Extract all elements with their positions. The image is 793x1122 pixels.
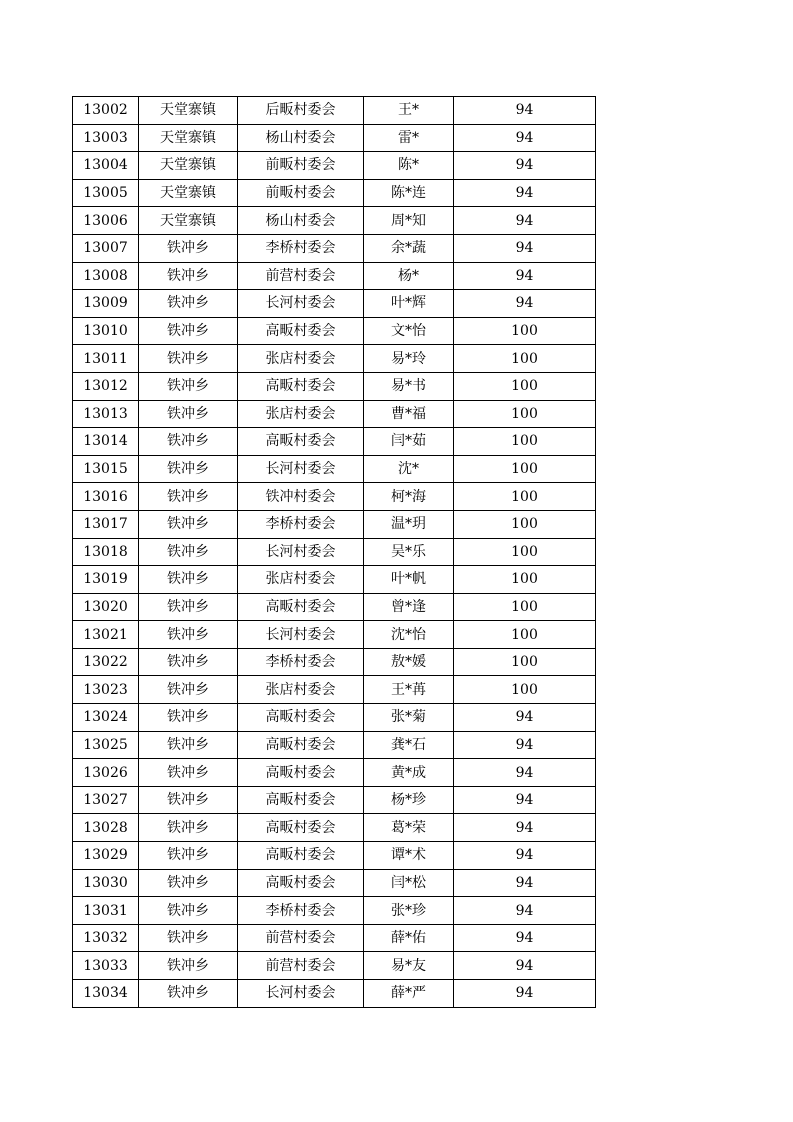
record-id-cell: 13006: [73, 207, 139, 235]
town-cell: 铁冲乡: [139, 372, 238, 400]
record-id-cell: 13031: [73, 897, 139, 925]
person-name-cell: 吴*乐: [364, 538, 454, 566]
table-row: [73, 704, 596, 732]
town-cell: 天堂寨镇: [139, 97, 238, 125]
village-committee-cell: 长河村委会: [238, 621, 364, 649]
table-row: [73, 897, 596, 925]
record-id-cell: 13010: [73, 317, 139, 345]
score-cell: 94: [454, 869, 596, 897]
table-row: [73, 483, 596, 511]
table-row: [73, 510, 596, 538]
village-committee-cell: 张店村委会: [238, 566, 364, 594]
person-name-cell: 黄*成: [364, 759, 454, 787]
score-cell: 94: [454, 897, 596, 925]
village-committee-cell: 前畈村委会: [238, 179, 364, 207]
village-committee-cell: 长河村委会: [238, 290, 364, 318]
table-row: [73, 980, 596, 1008]
person-name-cell: 沈*怡: [364, 621, 454, 649]
village-committee-cell: 张店村委会: [238, 345, 364, 373]
table-row: [73, 290, 596, 318]
town-cell: 铁冲乡: [139, 731, 238, 759]
village-committee-cell: 高畈村委会: [238, 814, 364, 842]
town-cell: 铁冲乡: [139, 593, 238, 621]
score-cell: 94: [454, 980, 596, 1008]
score-cell: 94: [454, 814, 596, 842]
record-id-cell: 13012: [73, 372, 139, 400]
record-id-cell: 13032: [73, 924, 139, 952]
table-row: [73, 566, 596, 594]
table-row: [73, 372, 596, 400]
town-cell: 铁冲乡: [139, 980, 238, 1008]
village-committee-cell: 高畈村委会: [238, 731, 364, 759]
town-cell: 铁冲乡: [139, 759, 238, 787]
person-name-cell: 陈*连: [364, 179, 454, 207]
record-id-cell: 13003: [73, 124, 139, 152]
score-cell: 100: [454, 538, 596, 566]
table-row: [73, 262, 596, 290]
table-row: [73, 786, 596, 814]
table-row: [73, 400, 596, 428]
town-cell: 铁冲乡: [139, 869, 238, 897]
village-committee-cell: 高畈村委会: [238, 372, 364, 400]
person-name-cell: 闫*松: [364, 869, 454, 897]
table-row: [73, 621, 596, 649]
person-name-cell: 易*玲: [364, 345, 454, 373]
score-cell: 100: [454, 621, 596, 649]
score-cell: 100: [454, 676, 596, 704]
table-row: [73, 428, 596, 456]
table-row: [73, 124, 596, 152]
record-id-cell: 13028: [73, 814, 139, 842]
person-name-cell: 易*书: [364, 372, 454, 400]
table-row: [73, 455, 596, 483]
score-cell: 100: [454, 428, 596, 456]
person-name-cell: 葛*荣: [364, 814, 454, 842]
record-id-cell: 13017: [73, 510, 139, 538]
record-id-cell: 13011: [73, 345, 139, 373]
record-id-cell: 13029: [73, 842, 139, 870]
town-cell: 铁冲乡: [139, 290, 238, 318]
person-name-cell: 曹*福: [364, 400, 454, 428]
record-id-cell: 13015: [73, 455, 139, 483]
table-row: [73, 97, 596, 125]
record-id-cell: 13004: [73, 152, 139, 180]
village-committee-cell: 张店村委会: [238, 676, 364, 704]
table-row: [73, 179, 596, 207]
record-id-cell: 13034: [73, 980, 139, 1008]
town-cell: 天堂寨镇: [139, 207, 238, 235]
village-committee-cell: 长河村委会: [238, 455, 364, 483]
village-committee-cell: 长河村委会: [238, 538, 364, 566]
score-cell: 100: [454, 483, 596, 511]
person-name-cell: 张*珍: [364, 897, 454, 925]
village-committee-cell: 李桥村委会: [238, 510, 364, 538]
person-name-cell: 谭*术: [364, 842, 454, 870]
town-cell: 铁冲乡: [139, 704, 238, 732]
town-cell: 铁冲乡: [139, 234, 238, 262]
village-committee-cell: 李桥村委会: [238, 897, 364, 925]
table-row: [73, 234, 596, 262]
table-row: [73, 869, 596, 897]
table-row: [73, 814, 596, 842]
village-committee-cell: 高畈村委会: [238, 759, 364, 787]
records-table-body: [73, 97, 596, 1008]
village-committee-cell: 高畈村委会: [238, 842, 364, 870]
town-cell: 铁冲乡: [139, 317, 238, 345]
table-row: [73, 842, 596, 870]
record-id-cell: 13026: [73, 759, 139, 787]
person-name-cell: 雷*: [364, 124, 454, 152]
score-cell: 94: [454, 124, 596, 152]
village-committee-cell: 高畈村委会: [238, 869, 364, 897]
score-cell: 100: [454, 593, 596, 621]
record-id-cell: 13018: [73, 538, 139, 566]
record-id-cell: 13023: [73, 676, 139, 704]
town-cell: 铁冲乡: [139, 842, 238, 870]
table-row: [73, 731, 596, 759]
person-name-cell: 叶*帆: [364, 566, 454, 594]
village-committee-cell: 前营村委会: [238, 924, 364, 952]
town-cell: 铁冲乡: [139, 566, 238, 594]
village-committee-cell: 高畈村委会: [238, 704, 364, 732]
record-id-cell: 13020: [73, 593, 139, 621]
town-cell: 铁冲乡: [139, 924, 238, 952]
score-cell: 94: [454, 759, 596, 787]
score-cell: 94: [454, 262, 596, 290]
score-cell: 94: [454, 731, 596, 759]
table-row: [73, 676, 596, 704]
score-cell: 100: [454, 648, 596, 676]
town-cell: 铁冲乡: [139, 483, 238, 511]
town-cell: 铁冲乡: [139, 648, 238, 676]
person-name-cell: 周*知: [364, 207, 454, 235]
record-id-cell: 13030: [73, 869, 139, 897]
record-id-cell: 13027: [73, 786, 139, 814]
score-cell: 100: [454, 510, 596, 538]
person-name-cell: 陈*: [364, 152, 454, 180]
record-id-cell: 13009: [73, 290, 139, 318]
record-id-cell: 13024: [73, 704, 139, 732]
record-id-cell: 13007: [73, 234, 139, 262]
table-row: [73, 345, 596, 373]
record-id-cell: 13016: [73, 483, 139, 511]
person-name-cell: 敖*媛: [364, 648, 454, 676]
person-name-cell: 张*菊: [364, 704, 454, 732]
person-name-cell: 易*友: [364, 952, 454, 980]
table-row: [73, 924, 596, 952]
person-name-cell: 薛*佑: [364, 924, 454, 952]
score-cell: 94: [454, 924, 596, 952]
town-cell: 铁冲乡: [139, 814, 238, 842]
person-name-cell: 柯*海: [364, 483, 454, 511]
person-name-cell: 龚*石: [364, 731, 454, 759]
table-row: [73, 207, 596, 235]
person-name-cell: 余*蔬: [364, 234, 454, 262]
village-committee-cell: 杨山村委会: [238, 124, 364, 152]
village-committee-cell: 李桥村委会: [238, 648, 364, 676]
score-cell: 94: [454, 97, 596, 125]
town-cell: 铁冲乡: [139, 897, 238, 925]
record-id-cell: 13014: [73, 428, 139, 456]
village-committee-cell: 高畈村委会: [238, 786, 364, 814]
village-committee-cell: 铁冲村委会: [238, 483, 364, 511]
person-name-cell: 杨*: [364, 262, 454, 290]
person-name-cell: 王*: [364, 97, 454, 125]
town-cell: 铁冲乡: [139, 786, 238, 814]
village-committee-cell: 高畈村委会: [238, 428, 364, 456]
score-cell: 100: [454, 345, 596, 373]
town-cell: 铁冲乡: [139, 676, 238, 704]
town-cell: 铁冲乡: [139, 621, 238, 649]
record-id-cell: 13019: [73, 566, 139, 594]
person-name-cell: 温*玥: [364, 510, 454, 538]
town-cell: 铁冲乡: [139, 262, 238, 290]
town-cell: 铁冲乡: [139, 510, 238, 538]
village-committee-cell: 前营村委会: [238, 262, 364, 290]
town-cell: 铁冲乡: [139, 952, 238, 980]
person-name-cell: 王*苒: [364, 676, 454, 704]
score-cell: 94: [454, 786, 596, 814]
town-cell: 天堂寨镇: [139, 152, 238, 180]
score-cell: 94: [454, 207, 596, 235]
table-row: [73, 152, 596, 180]
table-row: [73, 952, 596, 980]
village-committee-cell: 长河村委会: [238, 980, 364, 1008]
village-committee-cell: 后畈村委会: [238, 97, 364, 125]
record-id-cell: 13033: [73, 952, 139, 980]
score-cell: 94: [454, 952, 596, 980]
record-id-cell: 13005: [73, 179, 139, 207]
village-committee-cell: 张店村委会: [238, 400, 364, 428]
village-committee-cell: 高畈村委会: [238, 593, 364, 621]
town-cell: 铁冲乡: [139, 400, 238, 428]
town-cell: 天堂寨镇: [139, 179, 238, 207]
town-cell: 铁冲乡: [139, 345, 238, 373]
score-cell: 100: [454, 317, 596, 345]
score-cell: 94: [454, 704, 596, 732]
person-name-cell: 沈*: [364, 455, 454, 483]
person-name-cell: 叶*辉: [364, 290, 454, 318]
score-cell: 94: [454, 179, 596, 207]
score-cell: 100: [454, 372, 596, 400]
score-cell: 100: [454, 400, 596, 428]
village-committee-cell: 前营村委会: [238, 952, 364, 980]
record-id-cell: 13008: [73, 262, 139, 290]
town-cell: 铁冲乡: [139, 428, 238, 456]
village-committee-cell: 李桥村委会: [238, 234, 364, 262]
table-row: [73, 317, 596, 345]
town-cell: 铁冲乡: [139, 455, 238, 483]
person-name-cell: 曾*逢: [364, 593, 454, 621]
table-row: [73, 648, 596, 676]
record-id-cell: 13002: [73, 97, 139, 125]
village-committee-cell: 高畈村委会: [238, 317, 364, 345]
score-cell: 94: [454, 290, 596, 318]
person-name-cell: 文*怡: [364, 317, 454, 345]
record-id-cell: 13013: [73, 400, 139, 428]
record-id-cell: 13022: [73, 648, 139, 676]
table-row: [73, 538, 596, 566]
records-table: [72, 96, 596, 1008]
table-row: [73, 759, 596, 787]
score-cell: 94: [454, 152, 596, 180]
record-id-cell: 13025: [73, 731, 139, 759]
person-name-cell: 闫*茹: [364, 428, 454, 456]
town-cell: 铁冲乡: [139, 538, 238, 566]
score-cell: 94: [454, 842, 596, 870]
village-committee-cell: 前畈村委会: [238, 152, 364, 180]
person-name-cell: 杨*珍: [364, 786, 454, 814]
score-cell: 100: [454, 455, 596, 483]
table-row: [73, 593, 596, 621]
town-cell: 天堂寨镇: [139, 124, 238, 152]
village-committee-cell: 杨山村委会: [238, 207, 364, 235]
score-cell: 100: [454, 566, 596, 594]
person-name-cell: 薛*严: [364, 980, 454, 1008]
score-cell: 94: [454, 234, 596, 262]
record-id-cell: 13021: [73, 621, 139, 649]
